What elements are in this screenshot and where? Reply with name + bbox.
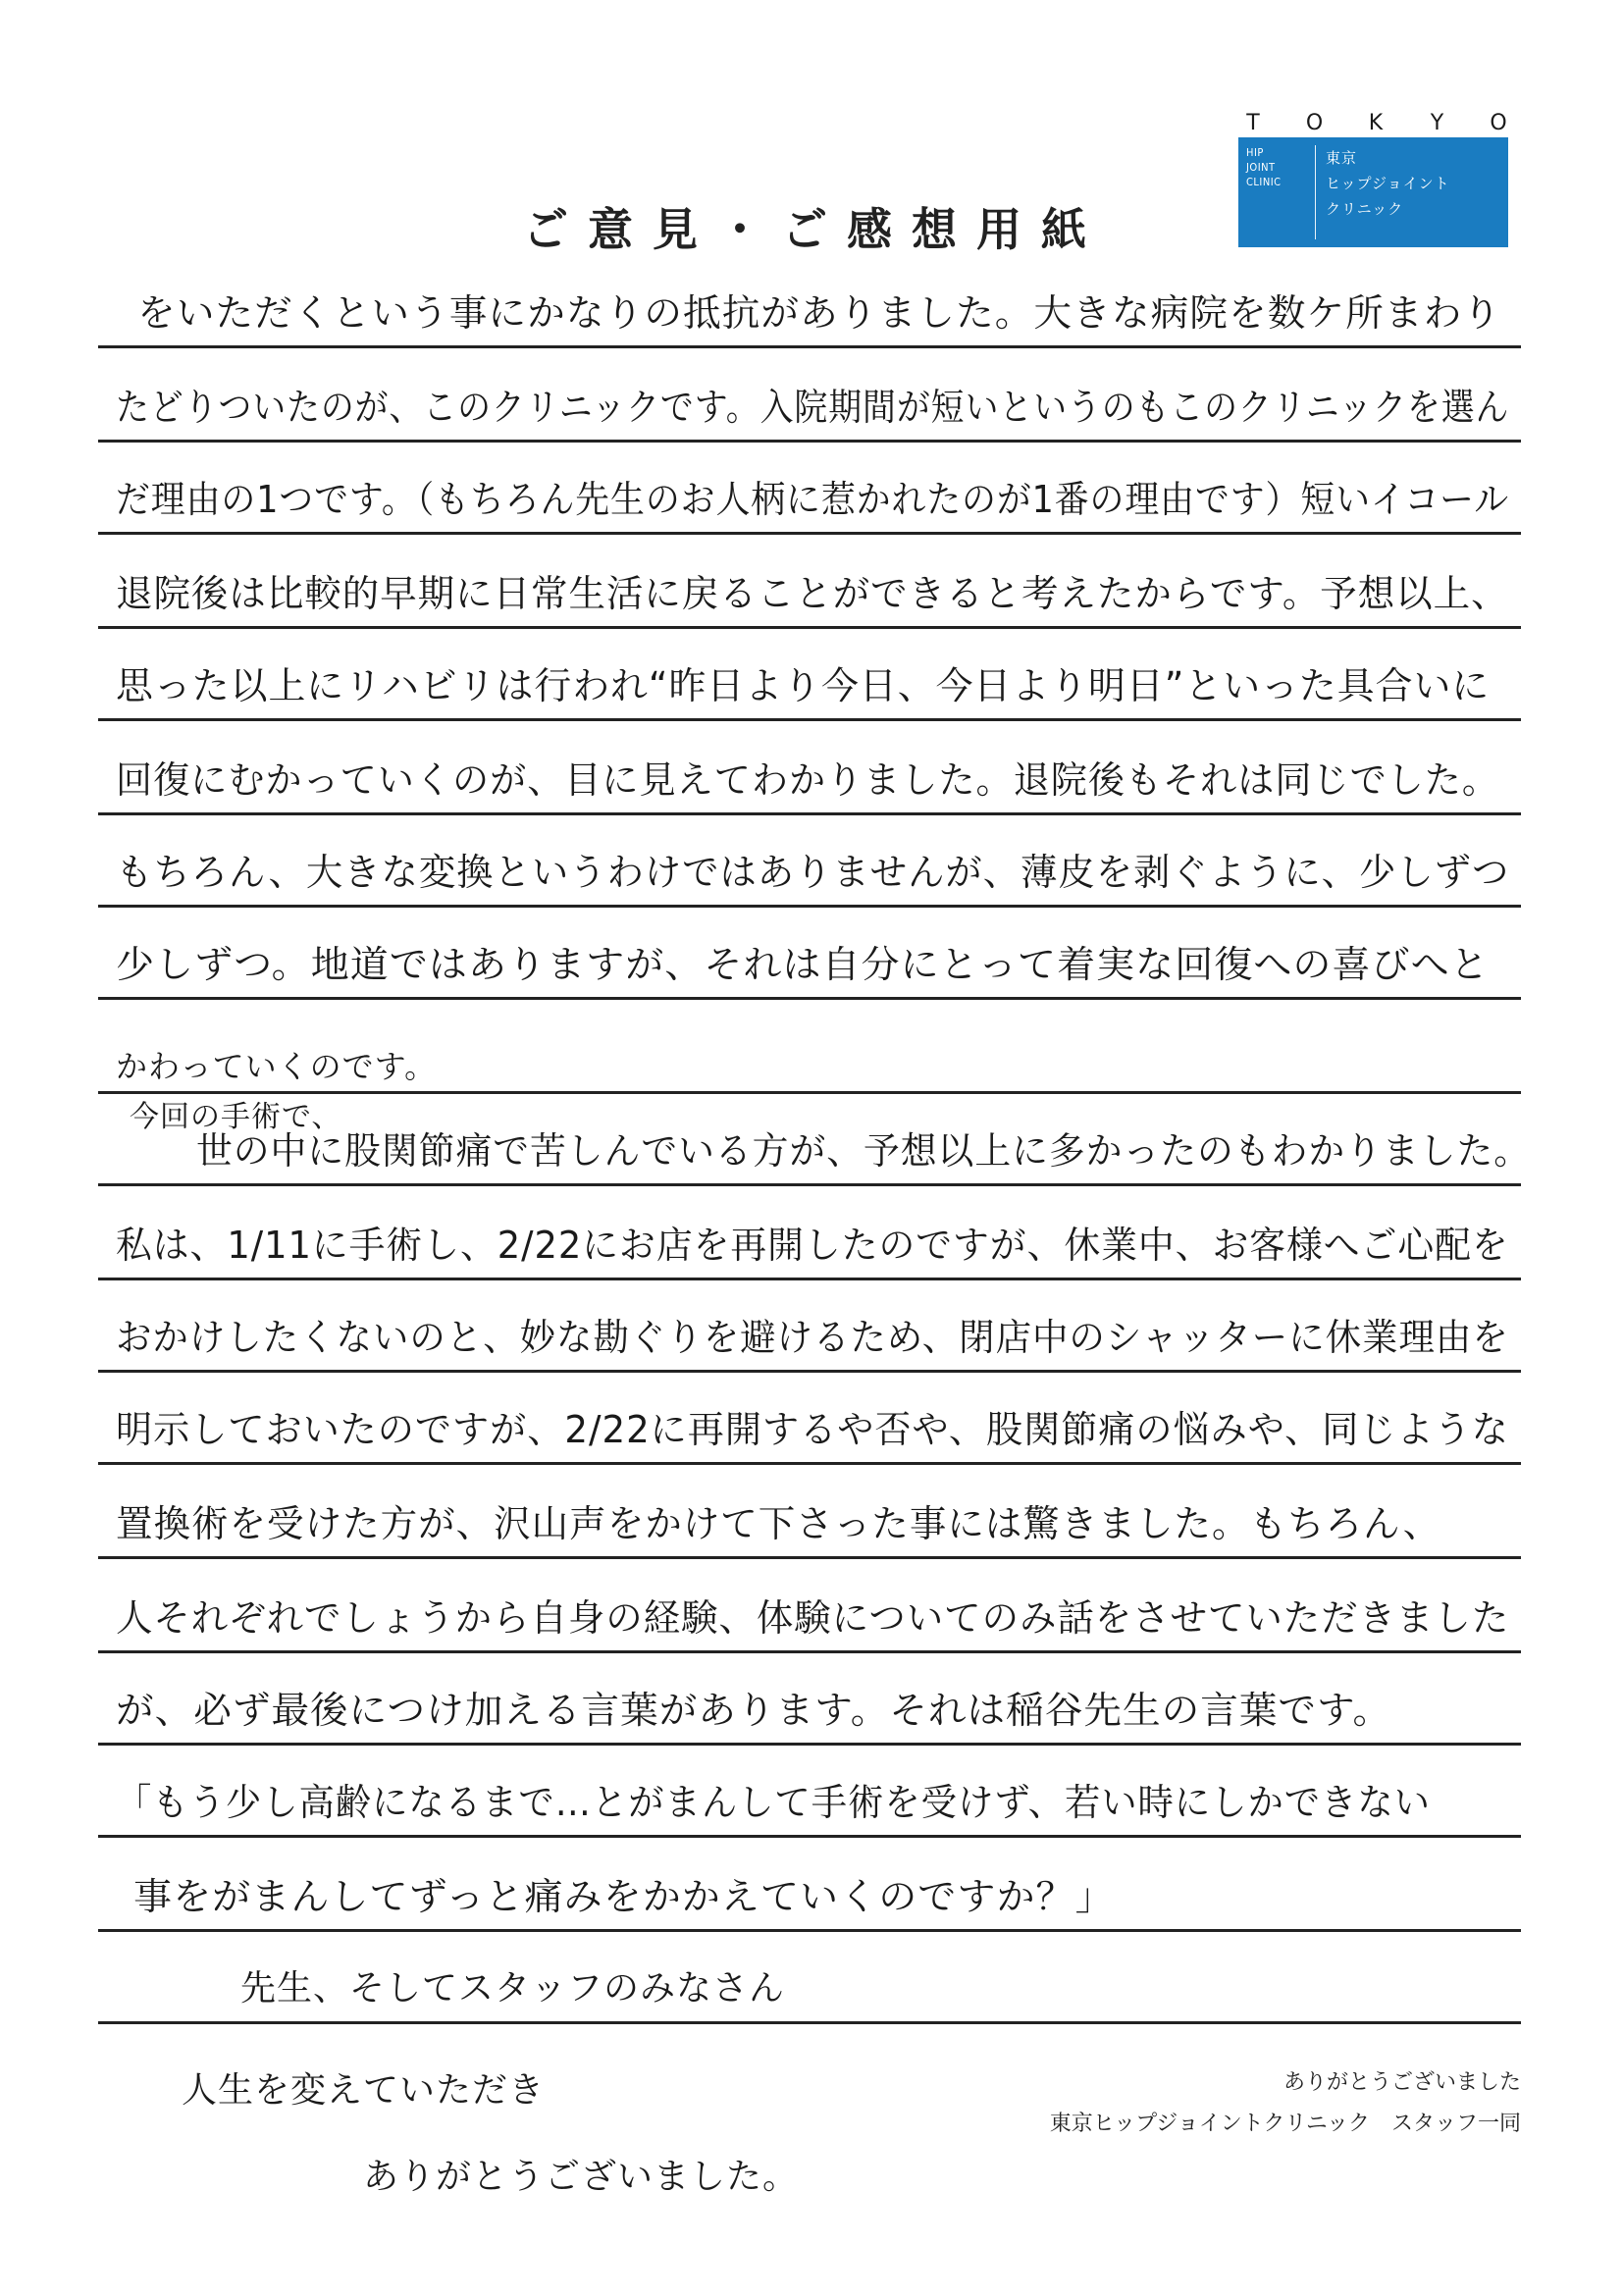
handwritten-line: 今回の手術で、 [130, 1100, 342, 1134]
form-title-text: ご意見・ご感想用紙 [523, 203, 1106, 256]
handwritten-line: 少しずつ。地道ではありますが、それは自分にとって着実な回復への喜びへと [116, 943, 1490, 986]
rule-line [98, 626, 1521, 629]
logo-letter: Y [1430, 110, 1444, 135]
handwritten-line: かわっていくのです。 [116, 1048, 438, 1085]
handwritten-line: たどりついたのが、このクリニックです。入院期間が短いというのもこのクリニックを選ん [116, 386, 1510, 429]
form-title [0, 194, 1472, 259]
logo-letter: O [1305, 110, 1324, 135]
handwritten-line: だ理由の1つです。（もちろん先生のお人柄に惹かれたのが1番の理由です）短いイコール [116, 478, 1510, 521]
handwritten-line: ありがとうございました。 [363, 2157, 800, 2197]
rule-line [98, 905, 1521, 908]
rule-line [98, 997, 1521, 1000]
handwritten-line: おかけしたくないのと、妙な勘ぐりを避けるため、閉店中のシャッターに休業理由を [116, 1316, 1509, 1359]
footer-thanks: ありがとうございました [1283, 2070, 1521, 2095]
logo-japanese-line: ヒップジョイント [1326, 175, 1450, 192]
rule-line [98, 1091, 1521, 1094]
handwritten-line: 人生を変えていただき [182, 2070, 546, 2111]
handwritten-line: 置換術を受けた方が、沢山声をかけて下さった事には驚きました。もちろん、 [116, 1502, 1441, 1545]
handwritten-line: 退院後は比較的早期に日常生活に戻ることができると考えたからです。予想以上、 [116, 572, 1509, 615]
handwritten-line: 私は、1/11に手術し、2/22にお店を再開したのですが、休業中、お客様へご心配を [116, 1224, 1509, 1267]
rule-line [98, 812, 1521, 815]
rule-line [98, 1370, 1521, 1373]
handwritten-line: が、必ず最後につけ加える言葉があります。それは稲谷先生の言葉です。 [116, 1689, 1392, 1732]
rule-line [98, 1929, 1521, 1932]
logo-english-line: JOINT [1246, 161, 1276, 174]
rule-line [98, 532, 1521, 535]
rule-line [98, 1462, 1521, 1465]
handwritten-line: 「もう少し高齢になるまで…とがまんして手術を受けず、若い時にしかできない [116, 1781, 1431, 1824]
logo-japanese-line: 東京 [1326, 149, 1358, 167]
handwritten-line: 事をがまんしてずっと痛みをかかえていくのですか？」 [133, 1875, 1115, 1918]
logo-wordmark [1238, 108, 1513, 137]
handwritten-line: 明示しておいたのですが、2/22に再開するや否や、股関節痛の悩みや、同じような [116, 1408, 1509, 1451]
logo-japanese-line: クリニック [1326, 200, 1404, 218]
handwritten-line: 先生、そしてスタッフのみなさん [240, 1968, 786, 2009]
handwritten-line: 人それぞれでしょうから自身の経験、体験についてのみ話をさせていただきました [116, 1596, 1510, 1640]
logo-letter: T [1246, 110, 1260, 135]
handwritten-line: 思った以上にリハビリは行われ“昨日より今日、今日より明日”といった具合いに [116, 664, 1491, 707]
rule-line [98, 1650, 1521, 1653]
logo-english-line: CLINIC [1246, 176, 1282, 188]
rule-line [98, 718, 1521, 721]
logo-letter: K [1368, 110, 1384, 135]
footer-signature: 東京ヒップジョイントクリニック スタッフ一同 [1049, 2112, 1521, 2136]
handwritten-line: 回復にむかっていくのが、目に見えてわかりました。退院後もそれは同じでした。 [116, 758, 1500, 802]
logo-letter: O [1490, 110, 1507, 135]
logo-english-line: HIP [1246, 146, 1264, 159]
rule-line [98, 1278, 1521, 1280]
handwritten-line: 世の中に股関節痛で苦しんでいる方が、予想以上に多かったのもわかりました。 [196, 1129, 1532, 1173]
handwritten-line: をいただくという事にかなりの抵抗がありました。大きな病院を数ケ所まわり [137, 291, 1502, 335]
rule-line [98, 345, 1521, 348]
rule-line [98, 440, 1521, 443]
rule-line [98, 1835, 1521, 1838]
rule-line [98, 2021, 1521, 2024]
rule-line [98, 1183, 1521, 1186]
handwritten-line: もちろん、大きな変換というわけではありませんが、薄皮を剥ぐように、少しずつ [116, 851, 1510, 894]
rule-line [98, 1743, 1521, 1746]
rule-line [98, 1556, 1521, 1559]
